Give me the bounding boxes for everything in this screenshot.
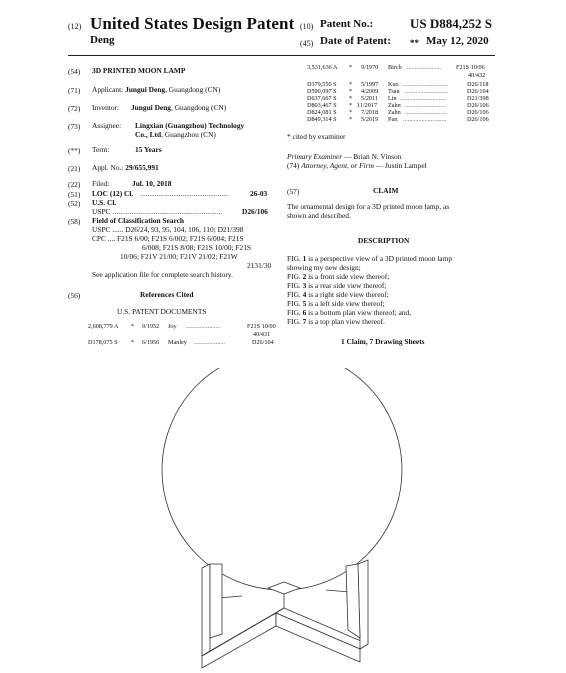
field-line-4: 10/06; F21V 21/00; F21V 21/02; F21W bbox=[120, 252, 238, 261]
date-label: Date of Patent: bbox=[320, 35, 391, 47]
ref-name: Birch bbox=[388, 64, 402, 71]
ref-mark: * bbox=[349, 102, 353, 109]
assignee-name-line2 bbox=[135, 130, 216, 139]
stand-left-post bbox=[202, 564, 210, 656]
loc-value: 26-03 bbox=[250, 189, 268, 198]
ref-class: D26/118 bbox=[467, 81, 489, 88]
ref-mark: * bbox=[131, 323, 135, 330]
ref-class: F21S 10/00 bbox=[247, 323, 276, 330]
inventor-surname: Deng bbox=[90, 34, 115, 46]
list-item: FIG. 7 is a top plan view thereof. bbox=[287, 317, 385, 326]
ref-date: 5/2011 bbox=[361, 95, 378, 102]
ref-mark: * bbox=[349, 64, 353, 71]
ref-number: D637,667 S bbox=[307, 95, 337, 102]
uscl-code: (52) bbox=[68, 199, 81, 208]
kind-code: (12) bbox=[68, 22, 82, 31]
ref-mark: * bbox=[349, 88, 353, 95]
filed-code: (22) bbox=[68, 180, 81, 189]
examiner-label: Primary Examiner bbox=[287, 152, 343, 161]
assignee-code: (73) bbox=[68, 122, 81, 131]
loc-dots: ................................................ bbox=[140, 189, 229, 198]
ref-dots: ............................. bbox=[403, 81, 448, 88]
ref-mark: * bbox=[349, 95, 353, 102]
ref-date: 9/1970 bbox=[361, 64, 379, 71]
ref-name: Zahn bbox=[388, 109, 401, 116]
refs-label: References Cited bbox=[140, 290, 194, 299]
appl-code: (21) bbox=[68, 164, 81, 173]
field-line-3: 6/008; F21S 8/08; F21S 10/00; F21S bbox=[142, 243, 252, 252]
date-code: (45) bbox=[300, 39, 314, 48]
ref-date: 7/2018 bbox=[361, 109, 379, 116]
ref-name: Joy bbox=[168, 323, 177, 330]
appl-number: 29/655,991 bbox=[125, 163, 159, 172]
uscl-label: U.S. Cl. bbox=[92, 198, 117, 207]
us-docs-label: U.S. PATENT DOCUMENTS bbox=[117, 307, 207, 316]
ref-dots: .................... bbox=[194, 339, 225, 346]
applicant-location: , Guangdong (CN) bbox=[165, 85, 221, 94]
ref-date: 5/1997 bbox=[361, 81, 379, 88]
ref-dots: .......................... bbox=[405, 102, 446, 109]
ref-mark: * bbox=[349, 109, 353, 116]
claim-text-line1: The ornamental design for a 3D printed moon lamp, as bbox=[287, 202, 450, 211]
attorney-name: — Justin Lampel bbox=[373, 161, 427, 170]
field-note: See application file for complete search history. bbox=[92, 270, 233, 279]
ref-number: D824,081 S bbox=[307, 109, 337, 116]
ref-name: Tsan bbox=[388, 88, 400, 95]
claim-text-line2: shown and described. bbox=[287, 211, 351, 220]
ref-name: Lin bbox=[388, 95, 397, 102]
list-item: FIG. 2 is a front side view thereof; bbox=[287, 272, 390, 281]
ref-date: 9/1952 bbox=[142, 323, 160, 330]
ref-name: Zahn bbox=[388, 102, 401, 109]
refs-code: (56) bbox=[68, 291, 81, 300]
applicant-code: (71) bbox=[68, 86, 81, 95]
applicant-name: Jungui Deng bbox=[125, 85, 166, 94]
inventor-field bbox=[92, 103, 226, 112]
ref-date: 5/2019 bbox=[361, 116, 379, 123]
ref-class: 40/432 bbox=[468, 72, 486, 79]
ref-date: 11/2017 bbox=[357, 102, 378, 109]
ref-mark: * bbox=[349, 116, 353, 123]
inventor-location: , Guangdong (CN) bbox=[171, 103, 227, 112]
moon-lamp-drawing bbox=[150, 368, 418, 668]
claims-sheets-summary: 1 Claim, 7 Drawing Sheets bbox=[341, 337, 425, 346]
list-item: FIG. 1 is a perspective view of a 3D printed moon lamp bbox=[287, 254, 453, 263]
ref-dots: .............................. bbox=[400, 95, 447, 102]
uspc-dots: ........................................................... bbox=[113, 207, 223, 216]
list-item: FIG. 4 is a right side view thereof; bbox=[287, 290, 389, 299]
attorney-label: Attorney, Agent, or Firm bbox=[301, 161, 374, 170]
attorney-line bbox=[287, 161, 427, 170]
ref-dots: ............................ bbox=[403, 116, 447, 123]
ref-class: D26/106 bbox=[467, 109, 489, 116]
assignee-label: Assignee: bbox=[92, 121, 122, 130]
moon-sphere bbox=[162, 368, 402, 590]
filed-label: Filed: bbox=[92, 179, 110, 188]
attorney-code: (74) bbox=[287, 161, 300, 170]
ref-number: 3,531,636 A bbox=[307, 64, 338, 71]
field-line-5: 2131/30 bbox=[247, 261, 272, 270]
field-code: (58) bbox=[68, 217, 81, 226]
examiner-line bbox=[287, 152, 401, 161]
ref-date: 6/1956 bbox=[142, 339, 160, 346]
invention-title: 3D PRINTED MOON LAMP bbox=[92, 66, 186, 75]
ref-mark: * bbox=[131, 339, 135, 346]
ref-name: Pan bbox=[388, 116, 398, 123]
term-label: Term: bbox=[92, 145, 110, 154]
title-code: (54) bbox=[68, 67, 81, 76]
inventor-name: Jungui Deng bbox=[130, 103, 171, 112]
patent-no-code: (10) bbox=[300, 22, 314, 31]
list-item: FIG. 6 is a bottom plan view thereof; and, bbox=[287, 308, 411, 317]
ref-class-2: 40/431 bbox=[253, 331, 271, 338]
appl-label: Appl. No.: bbox=[92, 163, 124, 172]
patent-no-label: Patent No.: bbox=[320, 18, 374, 30]
ref-class: D26/104 bbox=[252, 339, 274, 346]
stand-left-post-face bbox=[210, 564, 222, 638]
ref-mark: * bbox=[349, 81, 353, 88]
ref-number: 2,608,779 A bbox=[88, 323, 119, 330]
examiner-name: — Brian N. Vinson bbox=[342, 152, 402, 161]
inventor-code: (72) bbox=[68, 104, 81, 113]
ref-dots: ........................... bbox=[405, 109, 447, 116]
ref-name: Manley bbox=[168, 339, 187, 346]
inventor-label: Inventor: bbox=[92, 103, 120, 112]
ref-number: D803,467 S bbox=[307, 102, 337, 109]
term-value: 15 Years bbox=[135, 145, 162, 154]
term-code: (**) bbox=[68, 146, 81, 155]
loc-label: LOC (12) Cl. bbox=[92, 189, 134, 198]
assignee-name-line1: Lingxian (Guangzhou) Technology bbox=[135, 121, 245, 130]
uspc-label: USPC bbox=[92, 207, 111, 216]
loc-code: (51) bbox=[68, 190, 81, 199]
ref-class: F21S 10/06 bbox=[456, 64, 485, 71]
field-label: Field of Classification Search bbox=[92, 216, 185, 225]
patent-type-title: United States Design Patent bbox=[90, 14, 295, 33]
ref-class: D26/106 bbox=[467, 116, 489, 123]
ref-class: D26/106 bbox=[467, 102, 489, 109]
description-title: DESCRIPTION bbox=[358, 236, 410, 245]
ref-number: D590,097 S bbox=[307, 88, 337, 95]
ref-number: D178,075 S bbox=[88, 339, 118, 346]
ref-class: D26/104 bbox=[467, 88, 489, 95]
list-item: FIG. 3 is a rear side view thereof; bbox=[287, 281, 387, 290]
assignee-name: Co., Ltd bbox=[135, 130, 162, 139]
ref-dots: ...................... bbox=[186, 323, 221, 330]
applicant-label: Applicant: bbox=[92, 85, 124, 94]
ref-dots: ...................... bbox=[407, 64, 442, 71]
ref-class: D21/398 bbox=[467, 95, 489, 102]
patent-number: US D884,252 S bbox=[410, 16, 492, 31]
list-item: showing my new design; bbox=[287, 263, 361, 272]
cited-note: * cited by examiner bbox=[287, 132, 346, 141]
applicant-field bbox=[92, 85, 220, 94]
field-line-2: CPC .... F21S 6/00; F21S 6/002; F21S 6/004; F21S bbox=[92, 234, 244, 243]
header-rule bbox=[68, 55, 495, 56]
assignee-location: , Guangzhou (CN) bbox=[161, 130, 216, 139]
uspc-value: D26/106 bbox=[242, 207, 268, 216]
appl-field bbox=[92, 163, 159, 172]
filed-date: Jul. 10, 2018 bbox=[132, 179, 172, 188]
claim-title: CLAIM bbox=[373, 186, 399, 195]
ref-dots: ............................ bbox=[405, 88, 449, 95]
ref-date: 4/2009 bbox=[361, 88, 379, 95]
list-item: FIG. 5 is a left side view thereof; bbox=[287, 299, 385, 308]
ref-number: D849,314 S bbox=[307, 116, 337, 123]
ref-name: Kuo bbox=[388, 81, 399, 88]
patent-date: May 12, 2020 bbox=[426, 35, 489, 47]
claim-code: (57) bbox=[287, 187, 300, 196]
stand-right-post-face bbox=[346, 564, 360, 638]
field-line-1: USPC ...... D26/24, 93, 95, 104, 106, 110; D21/398 bbox=[92, 225, 244, 234]
date-marker: ** bbox=[410, 38, 419, 48]
ref-number: D379,550 S bbox=[307, 81, 337, 88]
